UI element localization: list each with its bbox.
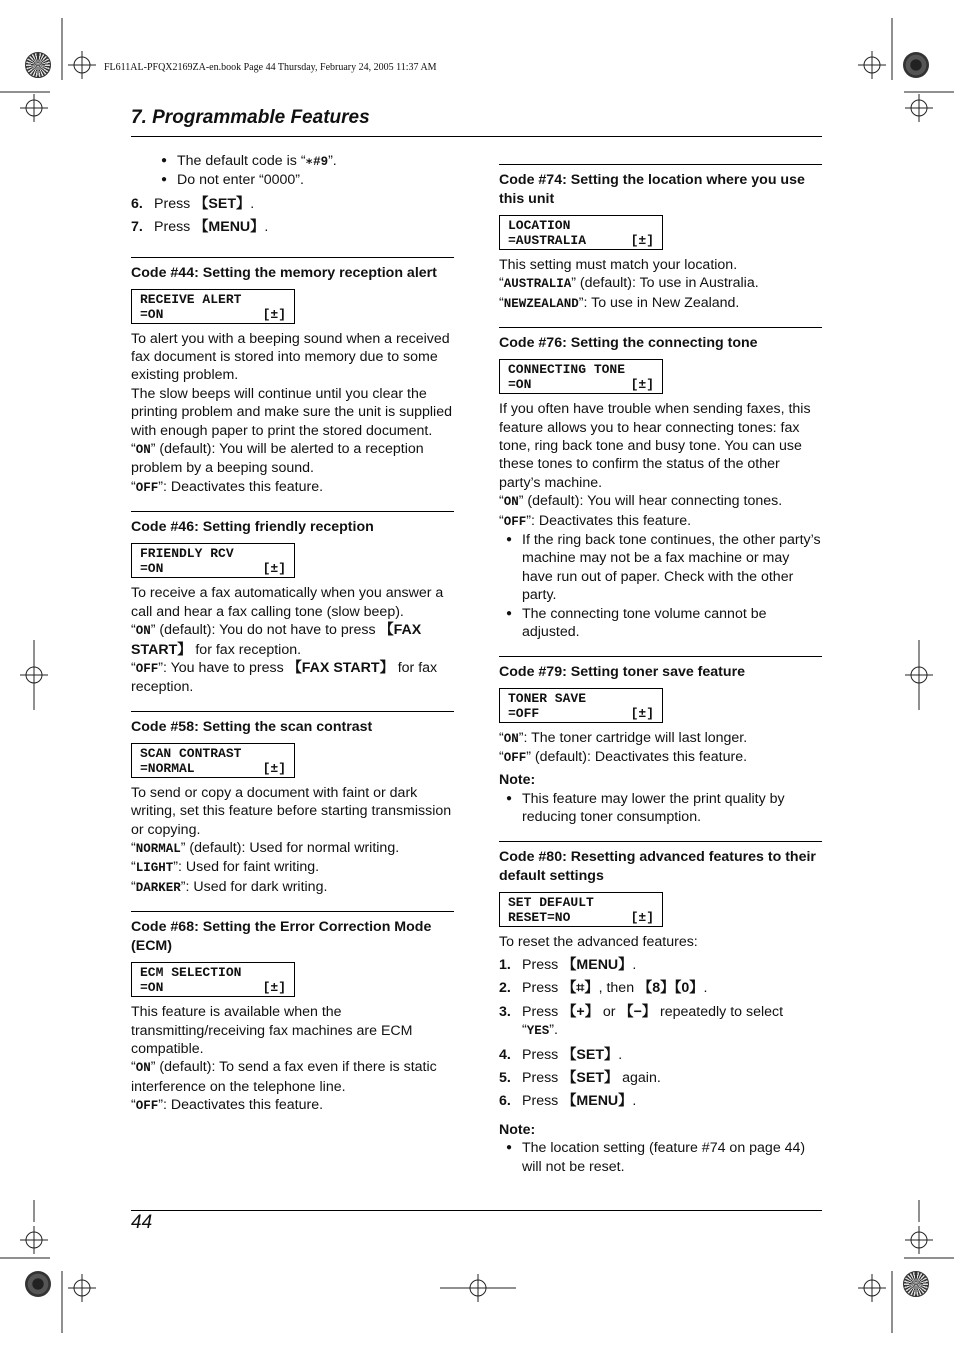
section-title: Code #74: Setting the location where you use this unit — [499, 172, 805, 207]
list-item: ● Do not enter “0000”. — [161, 172, 304, 189]
list-item: ● This feature may lower the print quality by reducing toner consumption. — [499, 790, 822, 827]
section-title: Code #76: Setting the connecting tone — [499, 335, 758, 352]
list-item: ● The default code is “∗#9”. — [161, 152, 454, 171]
chapter-title: 7. Programmable Features — [131, 107, 370, 128]
section-code68: Code #68: Setting the Error Correction Mode (ECM) ECM SELECTION =ON [±] This feature is available when the transmitting/receiving fax machines are ECM compatible. “ON” (default): To send a fax even if there is static interference on the telephone line. “OFF”: Deactivates this feature. — [131, 911, 454, 1115]
lcd-display: SCAN CONTRAST =NORMAL [±] — [131, 743, 295, 778]
key-label: 【MENU】 — [194, 219, 265, 236]
bullet-icon: ● — [161, 155, 168, 166]
footer-rule — [131, 1210, 822, 1211]
left-column — [131, 152, 454, 1116]
list-item: ● The location setting (feature #74 on page 44) will not be reset. — [499, 1139, 822, 1176]
step: 3. Press 【+】 or 【−】 repeatedly to select “YES”. — [499, 1003, 784, 1039]
right-column — [499, 164, 822, 1176]
section-title: Code #80: Resetting advanced features to their default settings — [499, 848, 816, 884]
lcd-display: FRIENDLY RCV =ON [±] — [131, 543, 295, 578]
section-code44: Code #44: Setting the memory reception alert RECEIVE ALERT =ON [±] To alert you with a beeping sound when a received fax document is stored into memory due to some existing problem. The slow beeps will continue until you clear the printing problem and make sure the unit is supplied with enough paper to print the stored document. “ON” (default): You will be alerted to a reception problem by a beeping sound. “OFF”: Deactivates this feature. — [131, 257, 454, 498]
bullet-icon: ● — [506, 1142, 513, 1154]
step: 6. Press 【MENU】. — [499, 1093, 637, 1110]
section-code58: Code #58: Setting the scan contrast SCAN CONTRAST =NORMAL [±] To send or copy a document with faint or dark writing, set this feature before starting transmission or copying. “NORMAL” (default): Used for normal writing. “LIGHT”: Used for faint writing. “DARKER”: Used for dark writing. — [131, 711, 454, 897]
step: 1. Press 【MENU】. — [499, 956, 637, 973]
bullet-icon: ● — [506, 534, 513, 546]
step: 2. Press 【⌗】, then 【8】【0】. — [499, 980, 708, 997]
lcd-display: SET DEFAULT RESET=NO [±] — [499, 892, 663, 927]
step: 5. Press 【SET】 again. — [499, 1069, 661, 1086]
book-info-header: FL611AL-PFQX2169ZA-en.book Page 44 Thursday, February 24, 2005 11:37 AM — [104, 62, 437, 73]
section-code74: Code #74: Setting the location where you use this unit LOCATION =AUSTRALIA [±] This setting must match your location. “AUSTRALIA” (default): To use in Australia. “NEWZEALAND”: To use in New Zealand. — [499, 164, 822, 313]
note-label: Note: — [499, 1121, 536, 1138]
lcd-display: TONER SAVE =OFF [±] — [499, 688, 663, 723]
lcd-display: CONNECTING TONE =ON [±] — [499, 359, 663, 394]
section-code76: Code #76: Setting the connecting tone CONNECTING TONE =ON [±] If you often have trouble when sending faxes, this feature allows you to hear connecting tones: fax tone, ring back tone and busy tone. You can use these tones to confirm the status of the other party’s machine. “ON” (default): You will hear connecting tones. “OFF”: Deactivates this feature. ● If the ring back tone continues, the other party’s machine may not be a fax machine or may have run out of paper. Check with the other party. ● The connecting tone volume cannot be adjusted. — [499, 327, 822, 641]
section-title: Code #79: Setting toner save feature — [499, 663, 745, 680]
section-title: Code #68: Setting the Error Correction Mode (ECM) — [131, 919, 432, 955]
bullet-icon: ● — [506, 792, 513, 804]
lcd-display: LOCATION =AUSTRALIA [±] — [499, 215, 663, 250]
lcd-display: RECEIVE ALERT =ON [±] — [131, 289, 295, 324]
section-title: Code #44: Setting the memory reception alert — [131, 264, 437, 281]
step: 7. Press 【MENU】. — [131, 219, 269, 236]
section-code46: Code #46: Setting friendly reception FRIENDLY RCV =ON [±] To receive a fax automatically when you answer a call and hear a fax calling tone (slow beep). “ON” (default): You do not have to press 【FAX START】 for fax reception. “OFF”: You have to press 【FAX START】 for fax reception. — [131, 511, 454, 696]
key-label: 【SET】 — [194, 195, 251, 212]
step: 4. Press 【SET】. — [499, 1046, 623, 1063]
section-title: Code #46: Setting friendly reception — [131, 519, 374, 536]
bullet-icon: ● — [506, 607, 513, 619]
page-number: 44 — [131, 1212, 153, 1233]
list-item: ● The connecting tone volume cannot be adjusted. — [499, 605, 822, 642]
step: 6. Press 【SET】. — [131, 195, 255, 212]
title-rule — [131, 136, 822, 137]
note-label: Note: — [499, 772, 536, 789]
section-title: Code #58: Setting the scan contrast — [131, 718, 373, 735]
bullet-icon: ● — [161, 174, 168, 186]
lcd-display: ECM SELECTION =ON [±] — [131, 962, 295, 997]
section-code80: Code #80: Resetting advanced features to their default settings SET DEFAULT RESET=NO [±] To reset the advanced features: 1. Press 【MENU】. 2. Press 【⌗】, then 【8】【0】. 3. Press 【+】 or 【−】 repeatedly to select “YES”. 4. Press 【SET】. 5. Press 【SET】 again. 6. Press 【MENU】. Note: ● The location setting (feature #74 on page 44) will not be reset. — [499, 841, 822, 1176]
section-code79: Code #79: Setting toner save feature TONER SAVE =OFF [±] “ON”: The toner cartridge will last longer. “OFF” (default): Deactivates this feature. Note: ● This feature may lower the print quality by reducing toner consumption. — [499, 656, 822, 827]
list-item: ● If the ring back tone continues, the other party’s machine may not be a fax machine or may have run out of paper. Check with the other party. — [499, 531, 822, 605]
